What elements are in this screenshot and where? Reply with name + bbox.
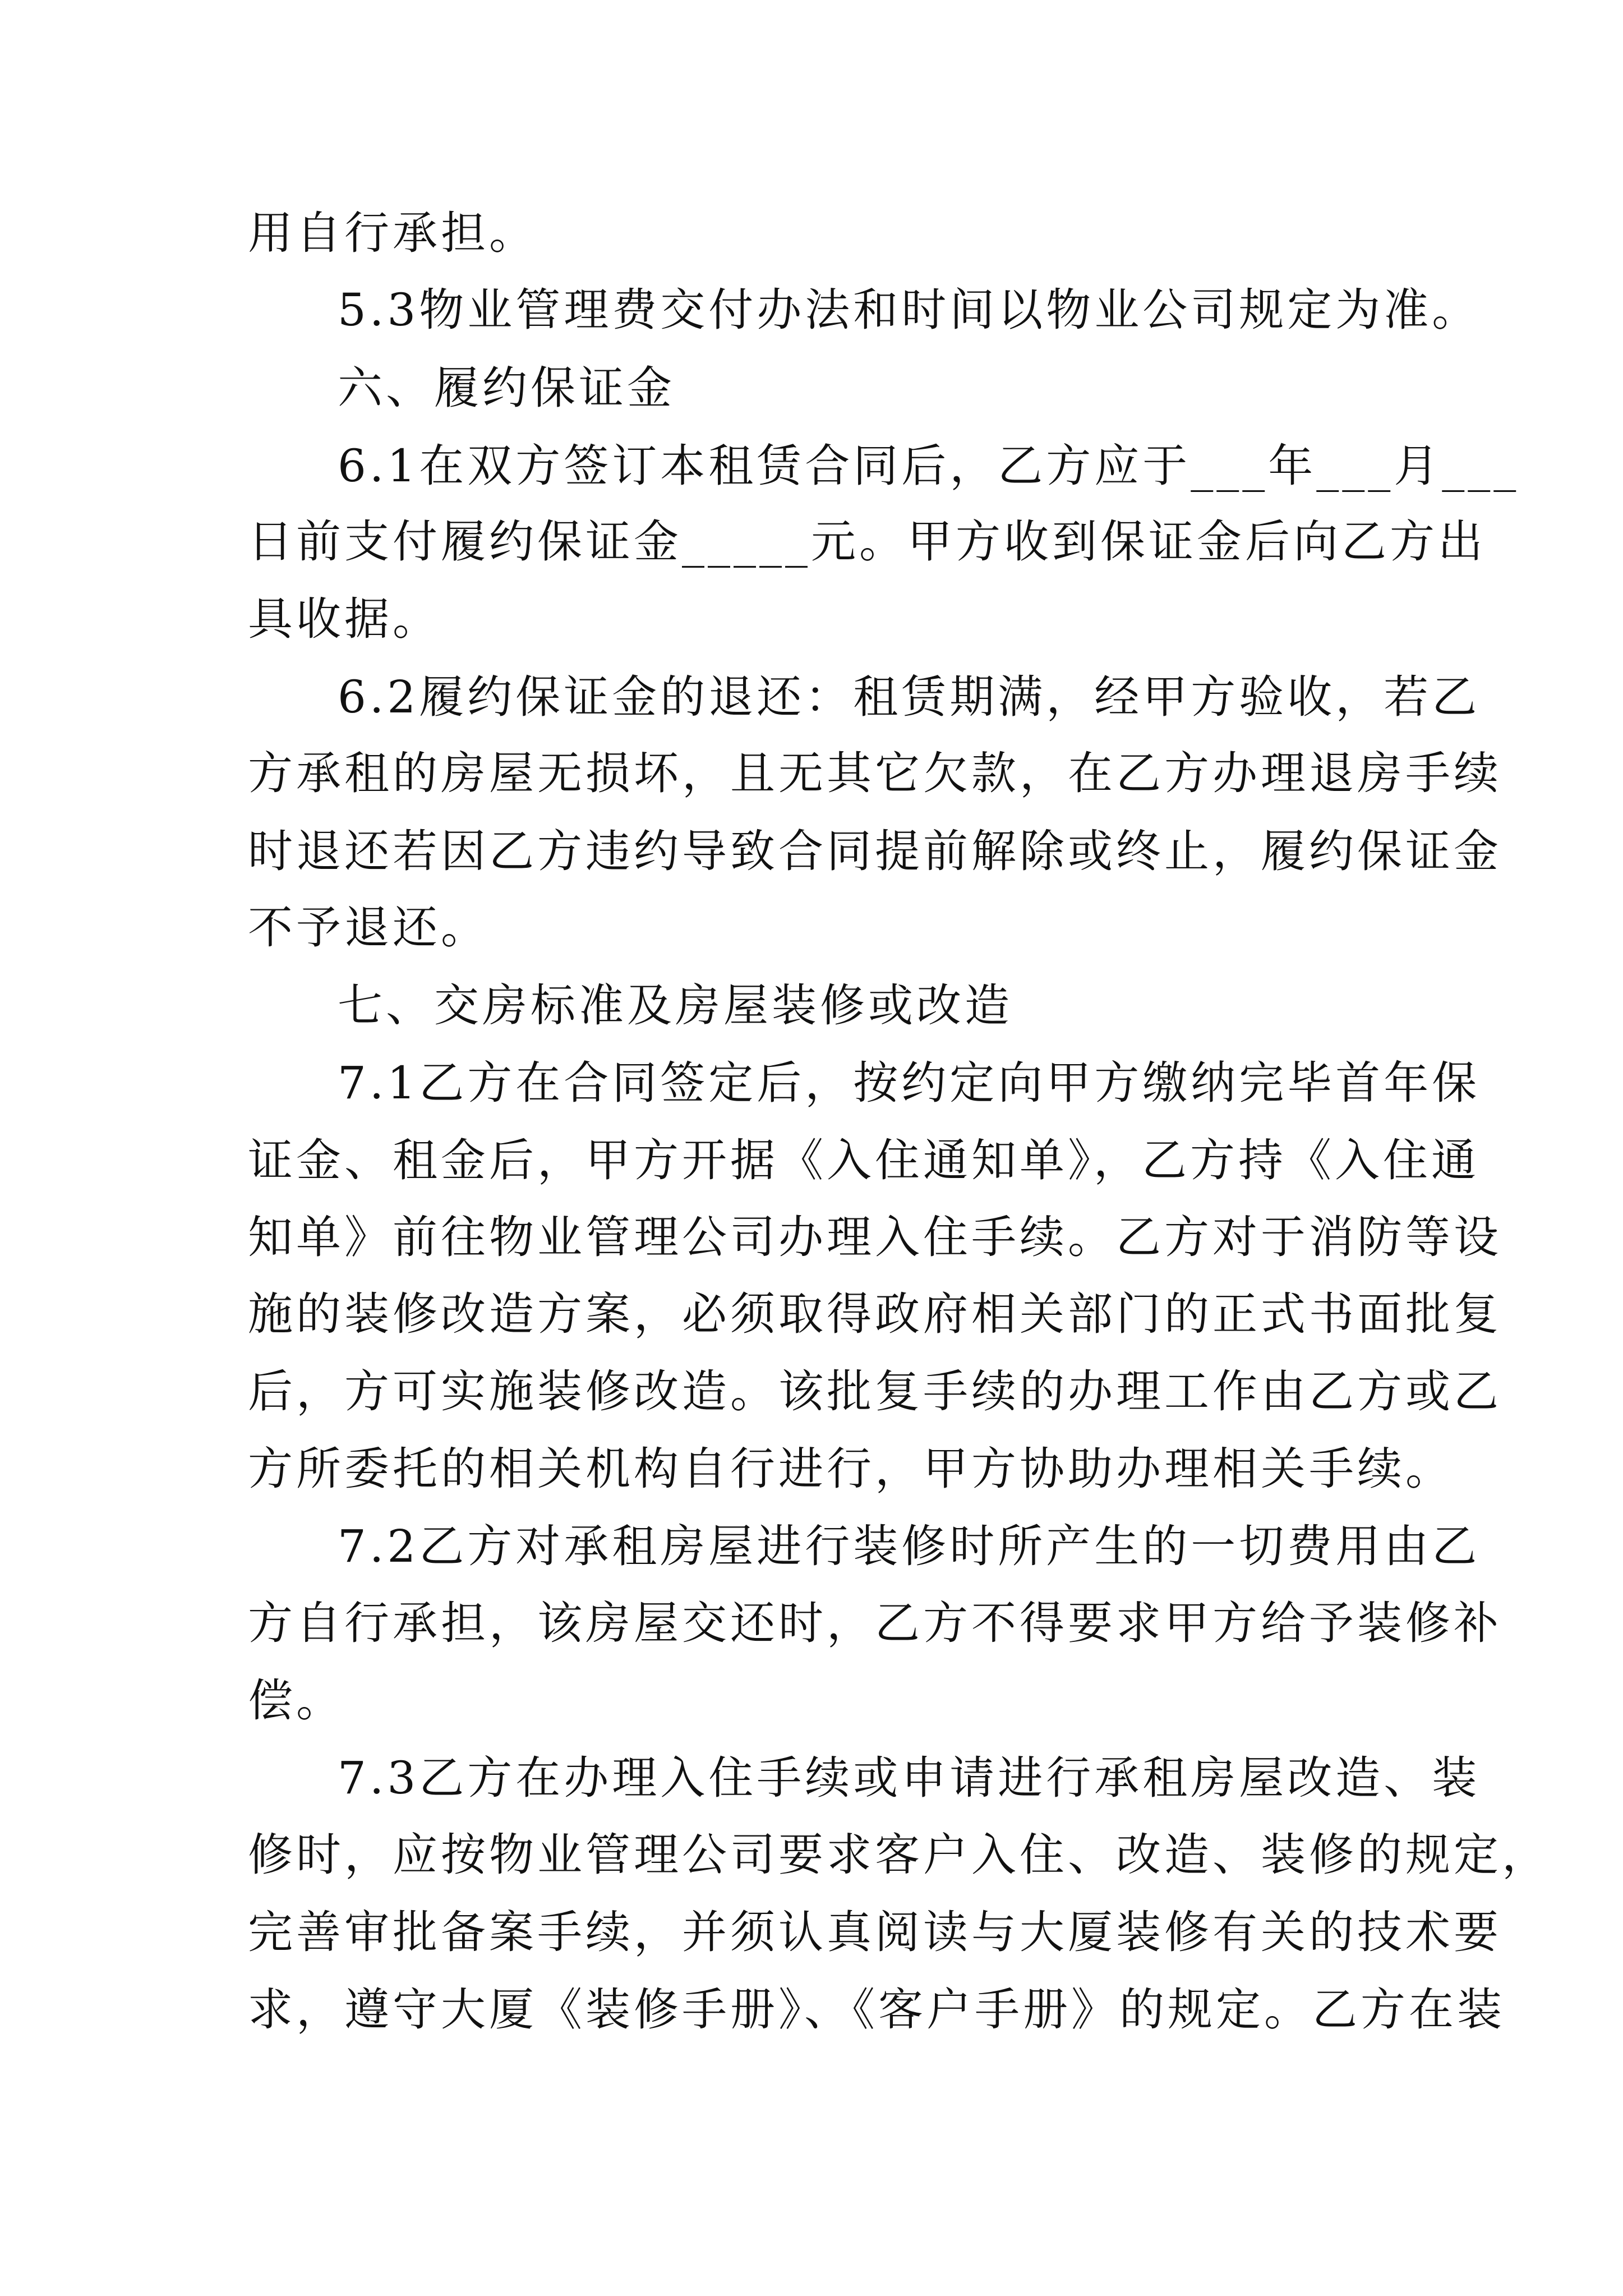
text-line: 方自行承担，该房屋交还时，乙方不得要求甲方给予装修补 <box>248 1597 1502 1649</box>
text-line: 7.2乙方对承租房屋进行装修时所产生的一切费用由乙 <box>338 1520 1481 1572</box>
text-line: 施的装修改造方案，必须取得政府相关部门的正式书面批复 <box>248 1288 1502 1340</box>
text-line: 方所委托的相关机构自行进行，甲方协助办理相关手续。 <box>248 1443 1454 1495</box>
text-line: 用自行承担。 <box>248 207 537 259</box>
text-line: 不予退还。 <box>248 901 489 954</box>
text-line: 时退还若因乙方违约导致合同提前解除或终止，履约保证金 <box>248 825 1502 877</box>
text-line: 偿。 <box>248 1674 344 1727</box>
text-line: 7.1乙方在合同签定后，按约定向甲方缴纳完毕首年保 <box>338 1057 1481 1109</box>
text-line: 后，方可实施装修改造。该批复手续的办理工作由乙方或乙 <box>248 1365 1502 1418</box>
text-line: 方承租的房屋无损坏，且无其它欠款，在乙方办理退房手续 <box>248 747 1502 799</box>
text-line: 7.3乙方在办理入住手续或申请进行承租房屋改造、装 <box>338 1752 1481 1804</box>
text-line: 5.3物业管理费交付办法和时间以物业公司规定为准。 <box>338 284 1481 336</box>
text-line: 知单》前往物业管理公司办理入住手续。乙方对于消防等设 <box>248 1211 1502 1263</box>
text-line: 6.1在双方签订本租赁合同后，乙方应于___年___月___ <box>338 440 1520 492</box>
section-heading: 七、交房标准及房屋装修或改造 <box>338 979 1013 1032</box>
text-line: 修时，应按物业管理公司要求客户入住、改造、装修的规定， <box>248 1829 1550 1881</box>
text-line: 完善审批备案手续，并须认真阅读与大厦装修有关的技术要 <box>248 1906 1502 1958</box>
text-line: 具收据。 <box>248 593 441 645</box>
text-line: 日前支付履约保证金_____元。甲方收到保证金后向乙方出 <box>248 516 1486 568</box>
text-line: 证金、租金后，甲方开据《入住通知单》，乙方持《入住通 <box>248 1134 1479 1186</box>
text-line: 求，遵守大厦《装修手册》、《客户手册》的规定。乙方在装 <box>248 1984 1505 2036</box>
text-line: 6.2履约保证金的退还：租赁期满，经甲方验收，若乙 <box>338 671 1481 723</box>
section-heading: 六、履约保证金 <box>338 362 675 414</box>
